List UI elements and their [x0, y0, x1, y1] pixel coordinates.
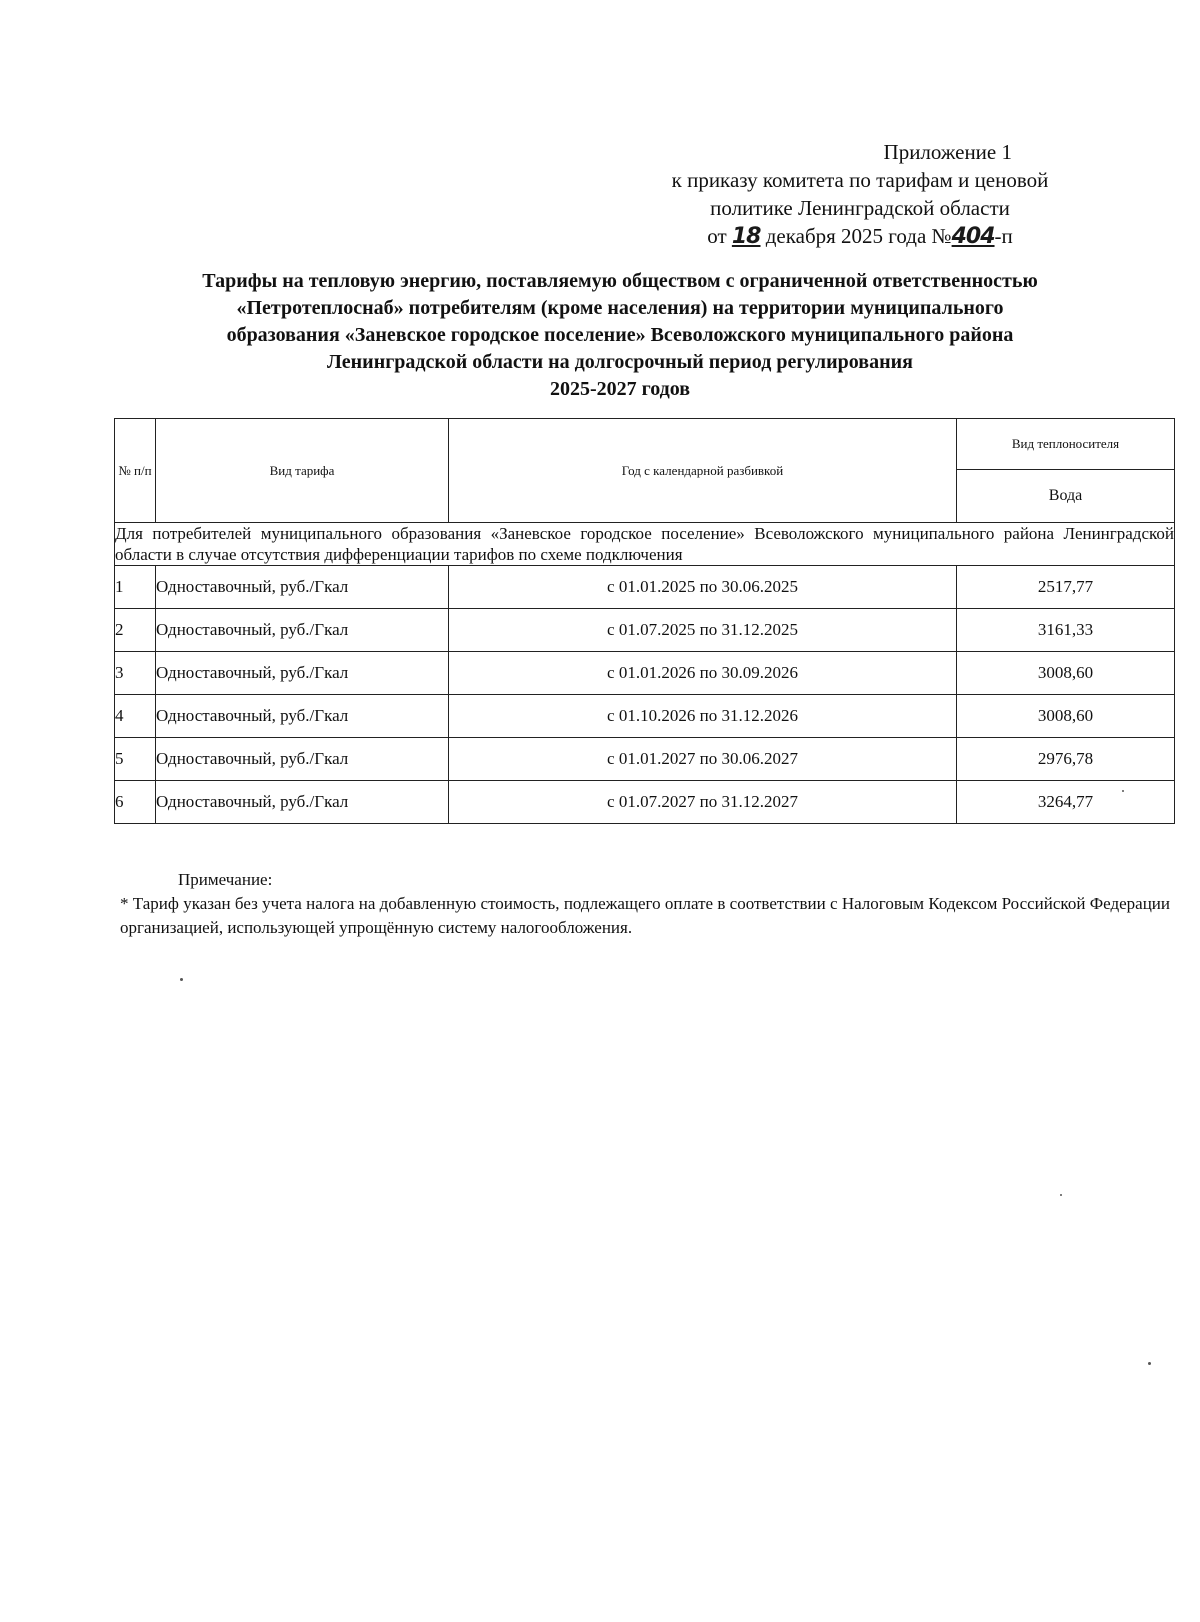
document-title: [100, 268, 1140, 403]
appendix-reference-line-2: политике Ленинградской области: [710, 196, 1010, 220]
title-line: образования «Заневское городское поселение» Всеволожского муниципального района: [226, 324, 1014, 346]
handwritten-order-number: 404: [951, 224, 995, 249]
consumer-group-label: Для потребителей муниципального образования «Заневское городское поселение» Всеволожского муниципального района Ленинградской области в случае отсутствия дифференциации тарифов по схеме подключения: [115, 524, 1174, 564]
row-tariff-type: Одноставочный, руб./Гкал: [156, 609, 449, 652]
table-row: [115, 566, 1175, 609]
tariff-table: [114, 418, 1175, 824]
row-period: с 01.10.2026 по 31.12.2026: [449, 695, 957, 738]
table-row: [115, 781, 1175, 824]
handwritten-day: 18: [731, 224, 761, 249]
row-value: 3008,60: [957, 652, 1175, 695]
row-period: с 01.01.2026 по 30.09.2026: [449, 652, 957, 695]
row-number: 2: [115, 609, 156, 652]
row-value: 3264,77: [957, 781, 1175, 824]
scan-speck: [1122, 790, 1124, 792]
table-header-row: [115, 419, 1175, 470]
row-number: 6: [115, 781, 156, 824]
header-number: № п/п: [115, 419, 156, 523]
title-line: Тарифы на тепловую энергию, поставляемую обществом с ограниченной ответственностью: [202, 270, 1038, 292]
title-line: «Петротеплоснаб» потребителям (кроме населения) на территории муниципального: [236, 297, 1004, 319]
header-period: Год с календарной разбивкой: [449, 419, 957, 523]
row-tariff-type: Одноставочный, руб./Гкал: [156, 738, 449, 781]
row-period: с 01.01.2025 по 30.06.2025: [449, 566, 957, 609]
header-heat-carrier: Вид теплоносителя: [957, 419, 1175, 470]
table-group-row: [115, 523, 1175, 566]
row-value: 3161,33: [957, 609, 1175, 652]
row-number: 5: [115, 738, 156, 781]
row-value: 3008,60: [957, 695, 1175, 738]
appendix-header: [630, 138, 1090, 251]
footnote-text: * Тариф указан без учета налога на добавленную стоимость, подлежащего оплате в соответствии с Налоговым Кодексом Российской Федерации организацией, использующей упрощённую систему налогообложения.: [120, 894, 1170, 937]
date-prefix: от: [707, 224, 732, 248]
date-middle: декабря 2025 года №: [760, 224, 952, 248]
row-number: 1: [115, 566, 156, 609]
row-value: 2517,77: [957, 566, 1175, 609]
row-tariff-type: Одноставочный, руб./Гкал: [156, 695, 449, 738]
footnote-title: Примечание:: [178, 870, 273, 889]
order-suffix: -п: [994, 224, 1013, 248]
scan-speck: [180, 978, 183, 981]
header-water: Вода: [957, 470, 1175, 523]
table-row: [115, 652, 1175, 695]
appendix-reference-line-1: к приказу комитета по тарифам и ценовой: [671, 168, 1049, 192]
row-value: 2976,78: [957, 738, 1175, 781]
row-period: с 01.07.2025 по 31.12.2025: [449, 609, 957, 652]
footnote: [120, 868, 1170, 940]
row-number: 3: [115, 652, 156, 695]
row-tariff-type: Одноставочный, руб./Гкал: [156, 652, 449, 695]
row-period: с 01.01.2027 по 30.06.2027: [449, 738, 957, 781]
appendix-title: Приложение 1: [883, 140, 1012, 164]
row-tariff-type: Одноставочный, руб./Гкал: [156, 781, 449, 824]
row-period: с 01.07.2027 по 31.12.2027: [449, 781, 957, 824]
table-row: [115, 738, 1175, 781]
row-tariff-type: Одноставочный, руб./Гкал: [156, 566, 449, 609]
header-tariff-type: Вид тарифа: [156, 419, 449, 523]
scan-speck: [1148, 1362, 1151, 1365]
title-line: Ленинградской области на долгосрочный период регулирования: [327, 351, 913, 373]
row-number: 4: [115, 695, 156, 738]
scan-speck: [1060, 1194, 1062, 1196]
table-row: [115, 695, 1175, 738]
title-line: 2025-2027 годов: [549, 378, 691, 400]
table-row: [115, 609, 1175, 652]
appendix-date-line: [630, 222, 1090, 251]
